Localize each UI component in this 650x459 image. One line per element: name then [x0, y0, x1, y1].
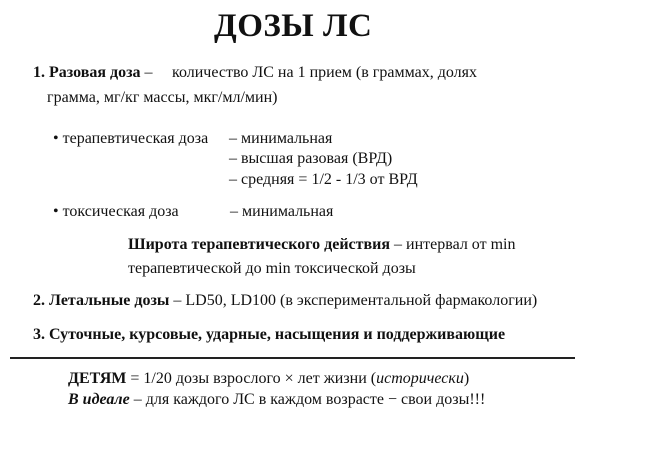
section-divider — [10, 357, 575, 359]
therapeutic-item: – средняя = 1/2 - 1/3 от ВРД — [229, 171, 418, 188]
section1-label: Разовая доза — [49, 64, 141, 81]
therapeutic-item: – высшая разовая (ВРД) — [229, 150, 393, 167]
therapeutic-width-term: Широта терапевтического действия — [128, 236, 391, 253]
toxic-item: – минимальная — [230, 203, 334, 220]
page-title: ДОЗЫ ЛС — [214, 8, 373, 44]
therapeutic-label-text: терапевтическая доза — [62, 130, 209, 147]
section2-line — [33, 292, 537, 310]
ideal-text: – для каждого ЛС в каждом возрасте − свои дозы!!! — [129, 391, 486, 408]
children-close: ) — [463, 370, 470, 387]
section1-dash: – — [144, 64, 153, 81]
section1-text-line1: количество ЛС на 1 прием (в граммах, долях — [172, 64, 477, 81]
therapeutic-dose-label — [53, 130, 208, 148]
section1-number: 1. — [33, 64, 45, 81]
section2-label: 2. Летальные дозы — [33, 292, 170, 309]
section1-text-line2: грамма, мг/кг массы, мкг/мл/мин) — [47, 89, 278, 106]
therapeutic-width-line1 — [128, 236, 515, 254]
children-text: = 1/20 дозы взрослого × лет жизни ( — [126, 370, 377, 387]
therapeutic-width-line2: терапевтической до min токсической дозы — [128, 260, 416, 277]
bullet-icon: • — [53, 203, 59, 220]
children-italic: исторически — [376, 370, 464, 387]
toxic-dose-label — [53, 203, 179, 221]
children-line — [68, 370, 469, 388]
section3-line: 3. Суточные, курсовые, ударные, насыщения и поддерживающие — [33, 326, 506, 343]
section1-line1 — [33, 64, 153, 82]
children-label: ДЕТЯМ — [68, 370, 127, 387]
therapeutic-item: – минимальная — [229, 130, 333, 147]
ideal-line — [68, 391, 485, 409]
toxic-label-text: токсическая доза — [62, 203, 179, 220]
bullet-icon: • — [53, 130, 59, 147]
therapeutic-width-definition: – интервал от min — [390, 236, 516, 253]
section2-text: – LD50, LD100 (в экспериментальной фармакологии) — [169, 292, 538, 309]
ideal-label: В идеале — [68, 391, 130, 408]
